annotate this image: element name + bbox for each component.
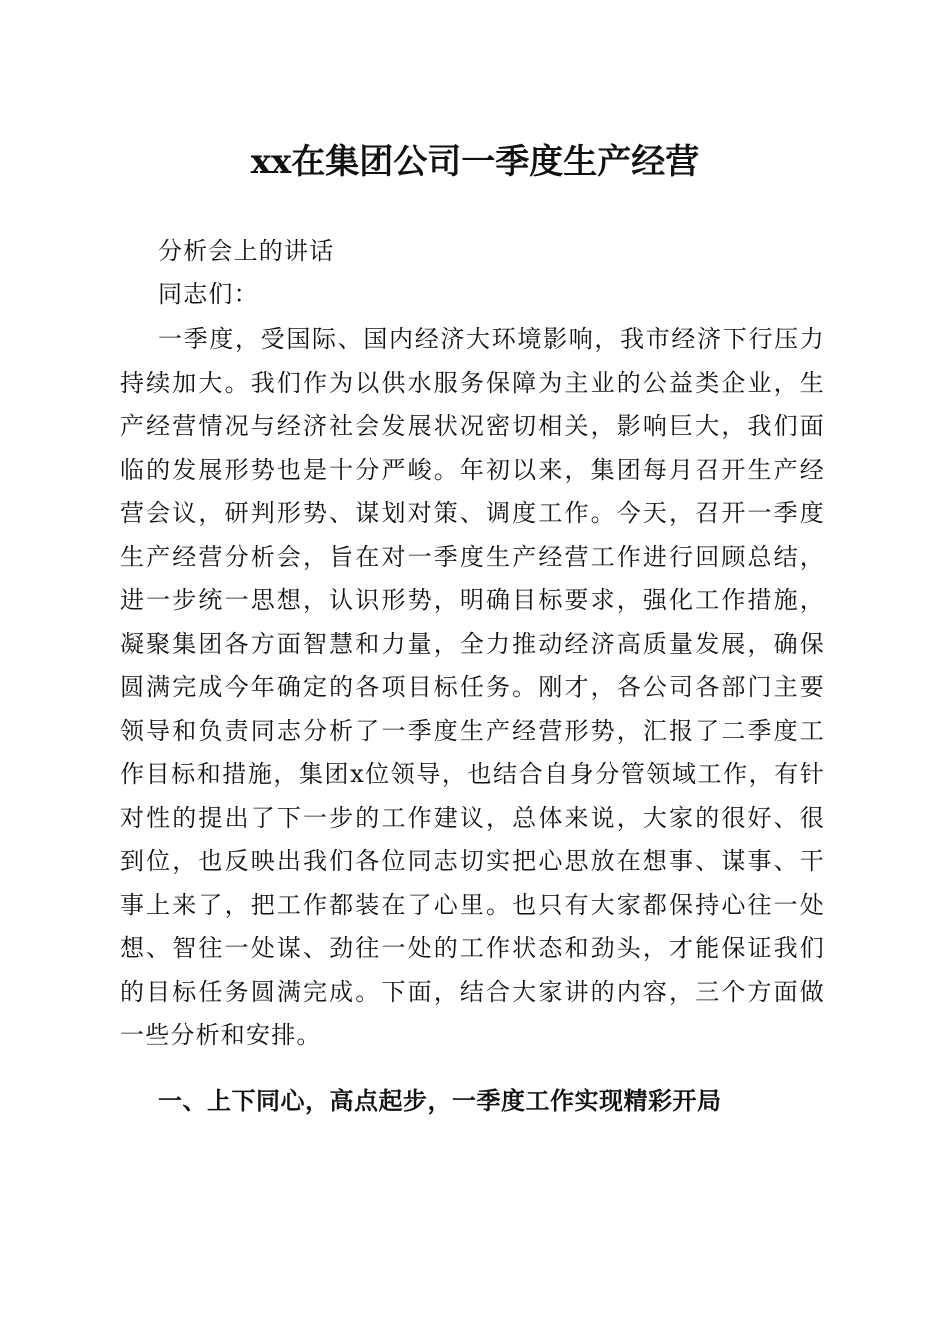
body-paragraph: 一季度，受国际、国内经济大环境影响，我市经济下行压力持续加大。我们作为以供水服务保障为主业的公益类企业，生产经营情况与经济社会发展状况密切相关，影响巨大，我们面临的发展形势也是十分严峻。年初以来，集团每月召开生产经营会议，研判形势、谋划对策、调度工作。今天，召开一季度生产经营分析会，旨在对一季度生产经营工作进行回顾总结，进一步统一思想，认识形势，明确目标要求，强化工作措施，凝聚集团各方面智慧和力量，全力推动经济高质量发展，确保圆满完成今年确定的各项目标任务。刚才，各公司各部门主要领导和负责同志分析了一季度生产经营形势，汇报了二季度工作目标和措施，集团x位领导，也结合自身分管领域工作，有针对性的提出了下一步的工作建议，总体来说，大家的很好、很到位，也反映出我们各位同志切实把心思放在想事、谋事、干事上来了，把工作都装在了心里。也只有大家都保持心往一处想、智往一处谋、劲往一处的工作状态和劲头，才能保证我们的目标任务圆满完成。下面，结合大家讲的内容，三个方面做一些分析和安排。 <box>120 325 825 1049</box>
salutation: 同志们： <box>158 280 259 308</box>
document-subtitle: 分析会上的讲话 <box>158 237 335 265</box>
document-title: xx在集团公司一季度生产经营 <box>250 142 700 182</box>
section-heading: 一、上下同心，高点起步，一季度工作实现精彩开局 <box>158 1087 722 1115</box>
